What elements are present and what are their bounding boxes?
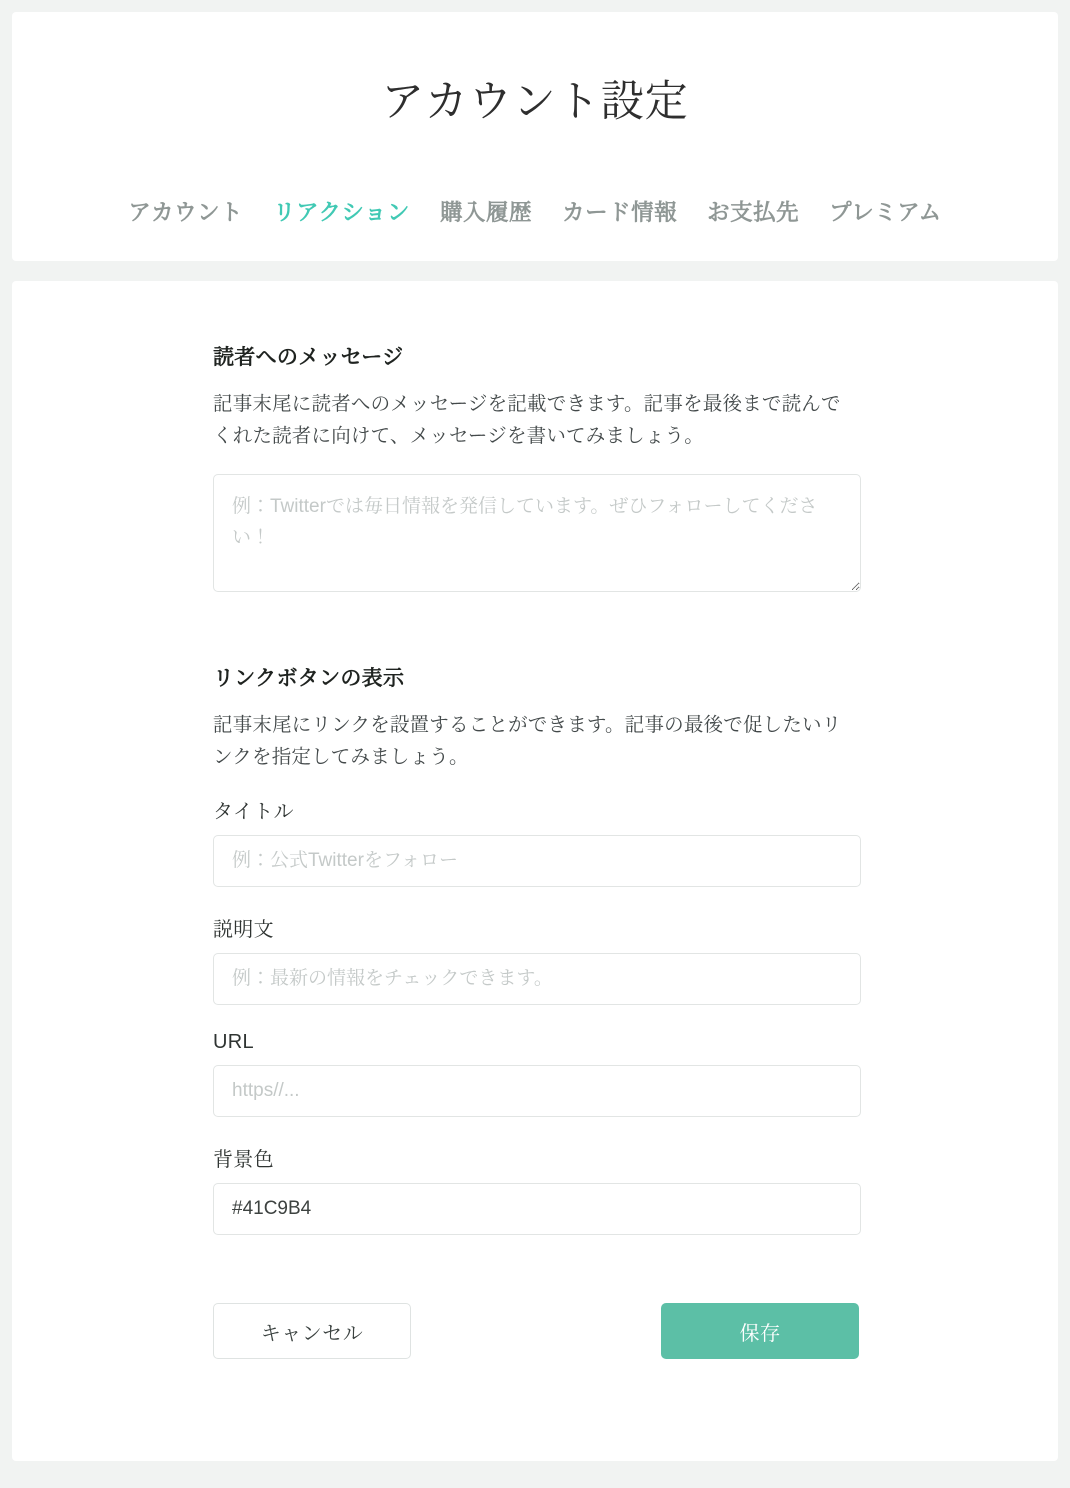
- settings-tabs: [12, 195, 1058, 231]
- tab-payout[interactable]: お支払先: [707, 200, 800, 225]
- form-gap: [213, 592, 859, 662]
- field-title-label: タイトル: [213, 801, 294, 824]
- field-description-label: 説明文: [213, 919, 274, 942]
- reader-message-section: [213, 341, 859, 592]
- field-url: [213, 1031, 859, 1117]
- link-title-input[interactable]: [213, 835, 861, 887]
- field-url-label: URL: [213, 1031, 254, 1054]
- background-color-input[interactable]: [213, 1183, 861, 1235]
- header-card: [12, 12, 1058, 261]
- save-button[interactable]: 保存: [661, 1303, 859, 1359]
- field-title: [213, 795, 859, 887]
- link-button-description: 記事末尾にリンクを設置することができます。記事の最後で促したいリンクを指定してみましょう。: [213, 714, 842, 768]
- link-button-section: [213, 662, 859, 1235]
- settings-body-card: [12, 281, 1058, 1461]
- page-title: アカウント設定: [381, 78, 689, 126]
- form-actions: [213, 1303, 859, 1359]
- reader-message-title: 読者へのメッセージ: [213, 346, 404, 369]
- cancel-button[interactable]: キャンセル: [213, 1303, 411, 1359]
- tab-reaction[interactable]: リアクション: [273, 200, 411, 225]
- tab-premium[interactable]: プレミアム: [829, 200, 942, 225]
- section-spacer: [12, 261, 1058, 281]
- reader-message-textarea[interactable]: [213, 474, 861, 592]
- tab-card-info[interactable]: カード情報: [562, 200, 678, 225]
- reader-message-description: 記事末尾に読者へのメッセージを記載できます。記事を最後まで読んでくれた読者に向けて、メッセージを書いてみましょう。: [213, 393, 841, 447]
- field-background-color-label: 背景色: [213, 1149, 274, 1172]
- field-description: [213, 913, 859, 1005]
- link-url-input[interactable]: [213, 1065, 861, 1117]
- field-background-color: [213, 1143, 859, 1235]
- link-button-title: リンクボタンの表示: [213, 667, 405, 691]
- tab-account[interactable]: アカウント: [128, 200, 244, 225]
- reaction-settings-form: [211, 341, 859, 1359]
- link-description-input[interactable]: [213, 953, 861, 1005]
- tab-purchase-history[interactable]: 購入履歴: [440, 200, 533, 225]
